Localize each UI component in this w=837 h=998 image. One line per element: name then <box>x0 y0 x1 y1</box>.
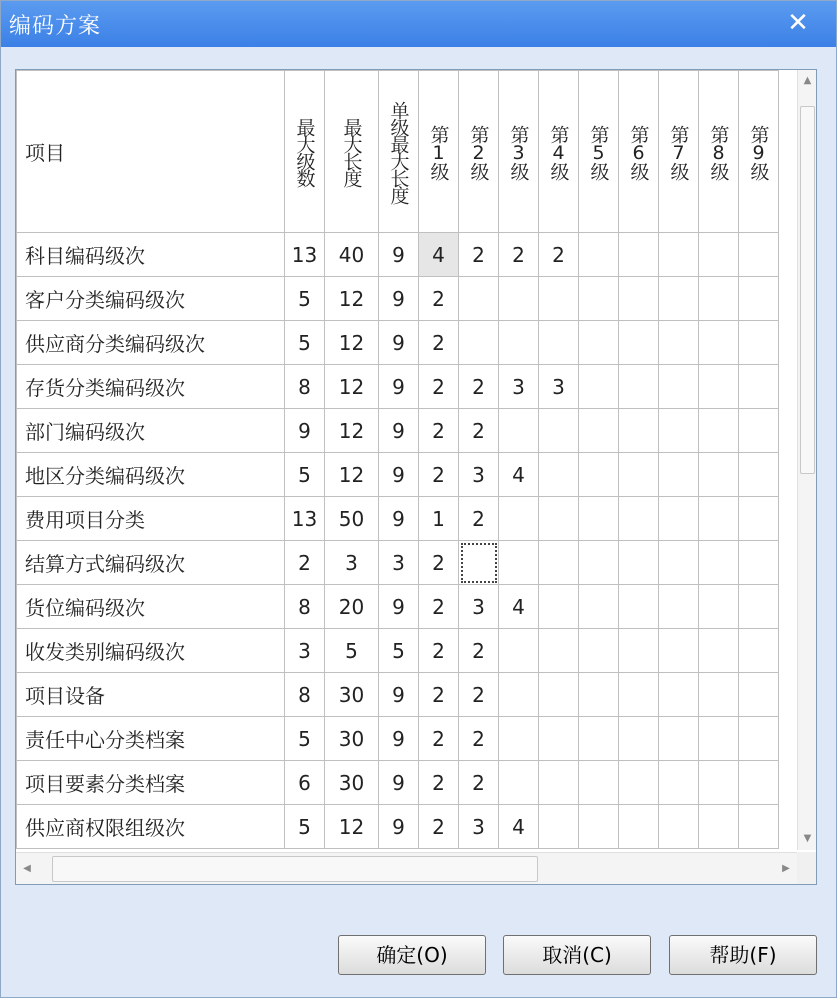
table-row[interactable] <box>17 453 779 497</box>
table-row[interactable] <box>17 717 779 761</box>
level-8-cell[interactable] <box>699 409 739 453</box>
help-button[interactable]: 帮助(F) <box>669 935 817 975</box>
level-2-cell[interactable]: 3 <box>459 585 499 629</box>
header-label: 第7级 <box>667 124 690 179</box>
horizontal-scrollbar[interactable] <box>16 852 797 884</box>
level-1-cell[interactable]: 2 <box>419 277 459 321</box>
item-cell[interactable]: 收发类别编码级次 <box>17 629 285 673</box>
level-7-cell[interactable] <box>659 233 699 277</box>
level-1-cell[interactable]: 2 <box>419 761 459 805</box>
header-label: 第3级 <box>507 124 530 179</box>
level-5-cell[interactable] <box>579 409 619 453</box>
level-2-cell[interactable]: 3 <box>459 453 499 497</box>
column-header-single-max <box>379 71 419 233</box>
level-4-cell[interactable] <box>539 673 579 717</box>
horizontal-scroll-thumb[interactable] <box>52 856 538 882</box>
item-cell[interactable]: 供应商分类编码级次 <box>17 321 285 365</box>
level-6-cell[interactable] <box>619 717 659 761</box>
level-9-cell[interactable] <box>739 497 779 541</box>
level-8-cell[interactable] <box>699 453 739 497</box>
level-9-cell[interactable] <box>739 717 779 761</box>
table-row[interactable] <box>17 629 779 673</box>
level-2-cell[interactable] <box>459 277 499 321</box>
table-row[interactable] <box>17 233 779 277</box>
level-7-cell[interactable] <box>659 805 699 849</box>
item-cell[interactable]: 部门编码级次 <box>17 409 285 453</box>
level-8-cell[interactable] <box>699 277 739 321</box>
level-4-cell[interactable] <box>539 277 579 321</box>
single-max-cell[interactable]: 9 <box>379 497 419 541</box>
level-4-cell[interactable] <box>539 629 579 673</box>
single-max-cell[interactable]: 9 <box>379 717 419 761</box>
max-levels-cell[interactable]: 5 <box>285 277 325 321</box>
max-levels-cell[interactable]: 5 <box>285 805 325 849</box>
vertical-scrollbar[interactable] <box>797 70 816 850</box>
level-1-cell[interactable]: 2 <box>419 673 459 717</box>
table-row[interactable] <box>17 541 779 585</box>
level-6-cell[interactable] <box>619 497 659 541</box>
level-4-cell[interactable] <box>539 321 579 365</box>
item-cell[interactable]: 存货分类编码级次 <box>17 365 285 409</box>
max-levels-cell[interactable]: 2 <box>285 541 325 585</box>
level-3-cell[interactable] <box>499 629 539 673</box>
single-max-cell[interactable]: 9 <box>379 453 419 497</box>
level-5-cell[interactable] <box>579 233 619 277</box>
level-4-cell[interactable] <box>539 717 579 761</box>
level-9-cell[interactable] <box>739 805 779 849</box>
level-2-cell[interactable]: 2 <box>459 629 499 673</box>
max-length-cell[interactable]: 12 <box>325 365 379 409</box>
max-length-cell[interactable]: 30 <box>325 761 379 805</box>
level-1-cell[interactable]: 2 <box>419 321 459 365</box>
column-header-level-4 <box>539 71 579 233</box>
level-3-cell[interactable] <box>499 717 539 761</box>
level-3-cell[interactable] <box>499 321 539 365</box>
level-7-cell[interactable] <box>659 761 699 805</box>
max-length-cell[interactable]: 12 <box>325 321 379 365</box>
arrow-left-icon[interactable]: ◀ <box>23 863 31 874</box>
level-3-cell[interactable]: 4 <box>499 805 539 849</box>
level-9-cell[interactable] <box>739 761 779 805</box>
max-length-cell[interactable]: 40 <box>325 233 379 277</box>
dialog-title: 编码方案 <box>9 14 102 39</box>
level-6-cell[interactable] <box>619 321 659 365</box>
level-7-cell[interactable] <box>659 321 699 365</box>
column-header-max-levels <box>285 71 325 233</box>
single-max-cell[interactable]: 9 <box>379 761 419 805</box>
level-5-cell[interactable] <box>579 629 619 673</box>
level-8-cell[interactable] <box>699 717 739 761</box>
level-3-cell[interactable] <box>499 409 539 453</box>
level-4-cell[interactable] <box>539 585 579 629</box>
max-length-cell[interactable]: 20 <box>325 585 379 629</box>
level-7-cell[interactable] <box>659 585 699 629</box>
level-5-cell[interactable] <box>579 497 619 541</box>
table-row[interactable] <box>17 805 779 849</box>
column-header-level-5 <box>579 71 619 233</box>
table-row[interactable] <box>17 497 779 541</box>
column-header-level-6 <box>619 71 659 233</box>
level-1-cell[interactable]: 2 <box>419 453 459 497</box>
table-row[interactable] <box>17 277 779 321</box>
column-header-item: 项目 <box>17 71 285 233</box>
level-1-cell[interactable]: 2 <box>419 717 459 761</box>
table-row[interactable] <box>17 585 779 629</box>
item-cell[interactable]: 项目设备 <box>17 673 285 717</box>
level-1-cell[interactable]: 2 <box>419 629 459 673</box>
header-label: 最大长度 <box>340 117 363 186</box>
single-max-cell[interactable]: 9 <box>379 409 419 453</box>
column-header-level-2 <box>459 71 499 233</box>
max-levels-cell[interactable]: 9 <box>285 409 325 453</box>
ok-button[interactable]: 确定(O) <box>338 935 486 975</box>
scrollbar-corner <box>797 852 816 884</box>
level-5-cell[interactable] <box>579 673 619 717</box>
header-label: 第8级 <box>707 124 730 179</box>
level-4-cell[interactable] <box>539 409 579 453</box>
level-6-cell[interactable] <box>619 629 659 673</box>
max-length-cell[interactable]: 12 <box>325 805 379 849</box>
level-8-cell[interactable] <box>699 233 739 277</box>
max-levels-cell[interactable]: 13 <box>285 497 325 541</box>
level-7-cell[interactable] <box>659 409 699 453</box>
level-9-cell[interactable] <box>739 541 779 585</box>
level-7-cell[interactable] <box>659 365 699 409</box>
column-header-level-9 <box>739 71 779 233</box>
level-8-cell[interactable] <box>699 805 739 849</box>
level-1-cell[interactable]: 2 <box>419 409 459 453</box>
level-8-cell[interactable] <box>699 365 739 409</box>
max-length-cell[interactable]: 30 <box>325 673 379 717</box>
level-5-cell[interactable] <box>579 717 619 761</box>
header-label: 第4级 <box>547 124 570 179</box>
level-5-cell[interactable] <box>579 805 619 849</box>
max-levels-cell[interactable]: 5 <box>285 453 325 497</box>
level-7-cell[interactable] <box>659 497 699 541</box>
level-6-cell[interactable] <box>619 365 659 409</box>
max-levels-cell[interactable]: 13 <box>285 233 325 277</box>
level-9-cell[interactable] <box>739 233 779 277</box>
level-4-cell[interactable] <box>539 497 579 541</box>
level-8-cell[interactable] <box>699 321 739 365</box>
column-header-level-7 <box>659 71 699 233</box>
level-5-cell[interactable] <box>579 761 619 805</box>
single-max-cell[interactable]: 9 <box>379 805 419 849</box>
level-2-cell[interactable]: 2 <box>459 497 499 541</box>
level-5-cell[interactable] <box>579 321 619 365</box>
max-levels-cell[interactable]: 8 <box>285 365 325 409</box>
header-row <box>17 71 779 233</box>
level-7-cell[interactable] <box>659 453 699 497</box>
item-cell[interactable]: 科目编码级次 <box>17 233 285 277</box>
single-max-cell[interactable]: 9 <box>379 673 419 717</box>
level-5-cell[interactable] <box>579 453 619 497</box>
encoding-grid <box>16 70 779 849</box>
level-9-cell[interactable] <box>739 453 779 497</box>
single-max-cell[interactable]: 9 <box>379 233 419 277</box>
max-length-cell[interactable]: 12 <box>325 409 379 453</box>
header-label: 第6级 <box>627 124 650 179</box>
level-2-cell[interactable]: 2 <box>459 365 499 409</box>
max-levels-cell[interactable]: 8 <box>285 585 325 629</box>
item-cell[interactable]: 客户分类编码级次 <box>17 277 285 321</box>
vertical-scroll-thumb[interactable] <box>800 106 815 474</box>
title-bar[interactable] <box>1 1 836 47</box>
header-label: 第5级 <box>587 124 610 179</box>
level-6-cell[interactable] <box>619 673 659 717</box>
arrow-up-icon[interactable]: ▲ <box>803 75 812 86</box>
table-row[interactable] <box>17 673 779 717</box>
level-2-cell[interactable]: 2 <box>459 409 499 453</box>
level-2-cell[interactable]: 2 <box>459 761 499 805</box>
cancel-button[interactable]: 取消(C) <box>503 935 651 975</box>
level-8-cell[interactable] <box>699 629 739 673</box>
level-9-cell[interactable] <box>739 409 779 453</box>
level-1-cell[interactable]: 2 <box>419 585 459 629</box>
item-cell[interactable]: 结算方式编码级次 <box>17 541 285 585</box>
level-1-cell[interactable]: 1 <box>419 497 459 541</box>
level-3-cell[interactable] <box>499 497 539 541</box>
level-3-cell[interactable] <box>499 541 539 585</box>
level-6-cell[interactable] <box>619 409 659 453</box>
level-7-cell[interactable] <box>659 717 699 761</box>
max-levels-cell[interactable]: 8 <box>285 673 325 717</box>
column-header-level-8 <box>699 71 739 233</box>
level-4-cell[interactable] <box>539 761 579 805</box>
header-label: 最大级数 <box>293 117 316 186</box>
level-5-cell[interactable] <box>579 541 619 585</box>
level-6-cell[interactable] <box>619 453 659 497</box>
level-3-cell[interactable]: 2 <box>499 233 539 277</box>
arrow-right-icon[interactable]: ▶ <box>782 863 790 874</box>
column-header-level-1 <box>419 71 459 233</box>
max-length-cell[interactable]: 3 <box>325 541 379 585</box>
arrow-down-icon[interactable]: ▼ <box>803 833 812 844</box>
item-cell[interactable]: 地区分类编码级次 <box>17 453 285 497</box>
header-label: 第9级 <box>747 124 770 179</box>
level-6-cell[interactable] <box>619 585 659 629</box>
grid-frame <box>15 69 817 885</box>
level-3-cell[interactable]: 4 <box>499 585 539 629</box>
grid-viewport <box>16 70 797 850</box>
max-length-cell[interactable]: 30 <box>325 717 379 761</box>
single-max-cell[interactable]: 9 <box>379 585 419 629</box>
level-4-cell[interactable] <box>539 805 579 849</box>
level-9-cell[interactable] <box>739 321 779 365</box>
level-5-cell[interactable] <box>579 585 619 629</box>
level-1-cell[interactable]: 4 <box>419 233 459 277</box>
level-7-cell[interactable] <box>659 541 699 585</box>
level-3-cell[interactable] <box>499 277 539 321</box>
level-2-cell[interactable] <box>459 321 499 365</box>
level-6-cell[interactable] <box>619 233 659 277</box>
level-1-cell[interactable]: 2 <box>419 805 459 849</box>
max-levels-cell[interactable]: 6 <box>285 761 325 805</box>
level-8-cell[interactable] <box>699 541 739 585</box>
item-cell[interactable]: 责任中心分类档案 <box>17 717 285 761</box>
max-length-cell[interactable]: 12 <box>325 277 379 321</box>
single-max-cell[interactable]: 9 <box>379 365 419 409</box>
max-length-cell[interactable]: 50 <box>325 497 379 541</box>
single-max-cell[interactable]: 3 <box>379 541 419 585</box>
level-2-cell[interactable] <box>459 541 499 585</box>
level-2-cell[interactable]: 2 <box>459 673 499 717</box>
level-3-cell[interactable] <box>499 761 539 805</box>
level-5-cell[interactable] <box>579 277 619 321</box>
single-max-cell[interactable]: 9 <box>379 277 419 321</box>
level-6-cell[interactable] <box>619 805 659 849</box>
level-7-cell[interactable] <box>659 629 699 673</box>
level-6-cell[interactable] <box>619 541 659 585</box>
level-2-cell[interactable]: 3 <box>459 805 499 849</box>
level-9-cell[interactable] <box>739 629 779 673</box>
single-max-cell[interactable]: 5 <box>379 629 419 673</box>
item-cell[interactable]: 货位编码级次 <box>17 585 285 629</box>
level-8-cell[interactable] <box>699 585 739 629</box>
table-row[interactable] <box>17 321 779 365</box>
item-cell[interactable]: 供应商权限组级次 <box>17 805 285 849</box>
level-9-cell[interactable] <box>739 277 779 321</box>
column-header-max-length <box>325 71 379 233</box>
max-length-cell[interactable]: 5 <box>325 629 379 673</box>
column-header-level-3 <box>499 71 539 233</box>
level-1-cell[interactable]: 2 <box>419 541 459 585</box>
item-cell[interactable]: 项目要素分类档案 <box>17 761 285 805</box>
header-label: 单级最大长度 <box>387 100 410 203</box>
max-levels-cell[interactable]: 5 <box>285 321 325 365</box>
level-2-cell[interactable]: 2 <box>459 233 499 277</box>
level-3-cell[interactable] <box>499 673 539 717</box>
level-4-cell[interactable] <box>539 453 579 497</box>
header-label: 第1级 <box>427 124 450 179</box>
level-9-cell[interactable] <box>739 585 779 629</box>
table-row[interactable] <box>17 761 779 805</box>
level-7-cell[interactable] <box>659 673 699 717</box>
level-4-cell[interactable] <box>539 541 579 585</box>
item-cell[interactable]: 费用项目分类 <box>17 497 285 541</box>
level-9-cell[interactable] <box>739 365 779 409</box>
table-row[interactable] <box>17 365 779 409</box>
header-label: 第2级 <box>467 124 490 179</box>
level-3-cell[interactable]: 4 <box>499 453 539 497</box>
max-levels-cell[interactable]: 5 <box>285 717 325 761</box>
single-max-cell[interactable]: 9 <box>379 321 419 365</box>
level-4-cell[interactable]: 2 <box>539 233 579 277</box>
close-icon[interactable]: ✕ <box>787 8 809 38</box>
level-1-cell[interactable]: 2 <box>419 365 459 409</box>
max-levels-cell[interactable]: 3 <box>285 629 325 673</box>
level-8-cell[interactable] <box>699 673 739 717</box>
level-6-cell[interactable] <box>619 277 659 321</box>
level-2-cell[interactable]: 2 <box>459 717 499 761</box>
level-7-cell[interactable] <box>659 277 699 321</box>
level-8-cell[interactable] <box>699 497 739 541</box>
table-row[interactable] <box>17 409 779 453</box>
level-6-cell[interactable] <box>619 761 659 805</box>
level-4-cell[interactable]: 3 <box>539 365 579 409</box>
level-9-cell[interactable] <box>739 673 779 717</box>
level-8-cell[interactable] <box>699 761 739 805</box>
max-length-cell[interactable]: 12 <box>325 453 379 497</box>
level-5-cell[interactable] <box>579 365 619 409</box>
level-3-cell[interactable]: 3 <box>499 365 539 409</box>
